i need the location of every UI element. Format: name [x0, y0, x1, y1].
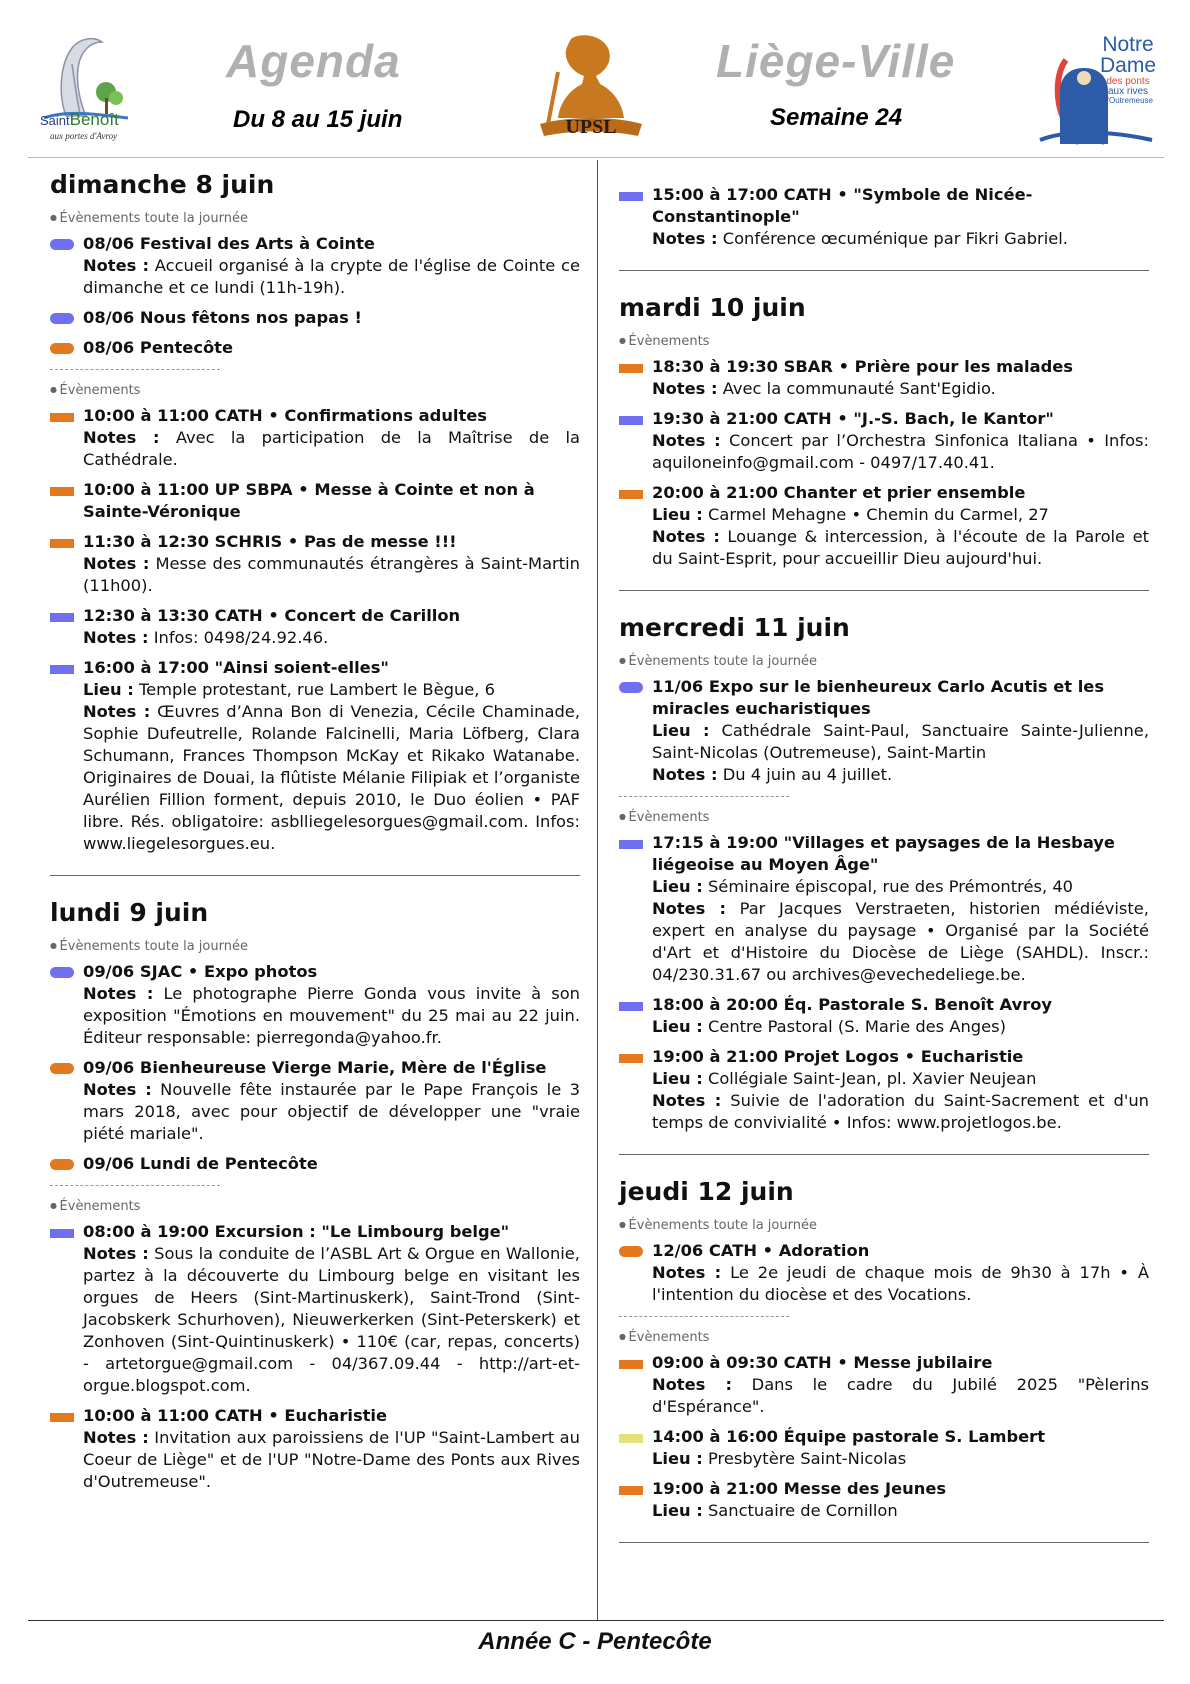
event-title: 10:00 à 11:00 CATH • Confirmations adultes	[83, 406, 488, 425]
event-notes: Le photographe Pierre Gonda vous invite à son exposition "Émotions en mouvement" du 25 mai au 22 juin. Éditeur responsable: pierregonda@yahoo.fr.	[83, 984, 580, 1047]
event-notes: Avec la participation de la Maîtrise de la Cathédrale.	[83, 428, 580, 469]
notes-label: Notes :	[83, 1244, 149, 1263]
event-item	[50, 337, 580, 359]
left-column	[50, 170, 580, 1535]
lieu-label: Lieu :	[83, 680, 134, 699]
event-title: 19:30 à 21:00 CATH • "J.-S. Bach, le Kantor"	[652, 409, 1054, 428]
category-marker	[50, 487, 74, 496]
category-marker	[619, 1002, 643, 1011]
day-title: jeudi 12 juin	[619, 1177, 794, 1206]
saint-benoit-logo	[36, 34, 132, 150]
date-range: Du 8 au 15 juin	[233, 106, 403, 133]
logo-tagline: aux portes d'Avroy	[50, 131, 118, 141]
lieu-label: Lieu :	[652, 1501, 703, 1520]
event-title: 08/06 Festival des Arts à Cointe	[83, 234, 375, 253]
allday-label: ● Évènements toute la journée	[50, 210, 580, 227]
event-title: 11:30 à 12:30 SCHRIS • Pas de messe !!!	[83, 532, 457, 551]
logo-benoit-text: Benoît	[69, 110, 119, 129]
event-notes: Œuvres d’Anna Bon di Venezia, Cécile Chaminade, Sophie Dufeutrelle, Rolande Falcinelli, Maria Löfberg, Clara Schumann, Frances Thompson McKay et Rikako Watanabe. Originaires de Douai, la flûtiste Mélanie Filipiak et l’organiste Aurélien Fillion forment, depuis 2010, le Duo éolien • PAF libre. Rés. obligatoire: asblliegelesorgues@gmail.com. Infos: www.liegelesorgues.eu.	[83, 702, 580, 853]
event-item	[619, 676, 1149, 786]
notes-label: Notes :	[83, 702, 151, 721]
logo-outremeuse-text: d'Outremeuse	[1103, 96, 1153, 105]
header-rule	[28, 157, 1164, 158]
event-item	[619, 1426, 1149, 1470]
event-notes: Accueil organisé à la crypte de l'église de Cointe ce dimanche et ce lundi (11h-19h).	[83, 256, 580, 297]
event-location: Cathédrale Saint-Paul, Sanctuaire Sainte-Julienne, Saint-Nicolas (Outremeuse), Saint-Martin	[652, 721, 1149, 762]
agenda-title: Agenda	[226, 35, 401, 87]
events-label: ● Évènements	[619, 809, 1149, 826]
notes-label: Notes :	[83, 1080, 152, 1099]
event-notes: Sous la conduite de l’ASBL Art & Orgue en Wallonie, partez à la découverte du Limbourg belge en visitant les orgues de Heers (Sint-Martinuskerk), Saint-Trond (Sint-Jacobskerk Schurhoven), Nieuwerkerken (Sint-Peterskerk) et Zonhoven (Sint-Quintinuskerk) • 110€ (car, repas, concerts) - artetorgue@gmail.com - 04/367.09.44 - http://art-et-orgue.blogspot.com.	[83, 1244, 580, 1395]
notre-dame-logo	[1036, 32, 1156, 152]
event-notes: Avec la communauté Sant'Egidio.	[722, 379, 996, 398]
events-label: ● Évènements	[619, 333, 1149, 350]
category-marker	[50, 967, 74, 978]
notes-label: Notes :	[652, 899, 726, 918]
notes-label: Notes :	[652, 379, 718, 398]
category-marker	[50, 1229, 74, 1238]
events-label: ● Évènements	[619, 1329, 1149, 1346]
section-separator	[50, 1185, 220, 1186]
upsl-logo-text: UPSL	[565, 116, 617, 138]
notes-label: Notes :	[652, 431, 721, 450]
event-location: Sanctuaire de Cornillon	[707, 1501, 898, 1520]
event-item	[619, 1478, 1149, 1522]
event-item	[619, 1046, 1149, 1134]
event-location: Carmel Mehagne • Chemin du Carmel, 27	[707, 505, 1049, 524]
event-title: 08:00 à 19:00 Excursion : "Le Limbourg belge"	[83, 1222, 510, 1241]
category-marker	[50, 613, 74, 622]
event-location: Presbytère Saint-Nicolas	[707, 1449, 907, 1468]
category-marker	[619, 840, 643, 849]
event-title: 09/06 Lundi de Pentecôte	[83, 1154, 318, 1173]
category-marker	[619, 1360, 643, 1369]
section-separator	[619, 1316, 789, 1317]
event-title: 11/06 Expo sur le bienheureux Carlo Acutis et les miracles eucharistiques	[652, 677, 1105, 718]
allday-label: ● Évènements toute la journée	[619, 1217, 1149, 1234]
notes-label: Notes :	[652, 229, 718, 248]
day-monday	[50, 898, 580, 1513]
event-title: 20:00 à 21:00 Chanter et prier ensemble	[652, 483, 1026, 502]
lieu-label: Lieu :	[652, 505, 703, 524]
event-notes: Messe des communautés étrangères à Saint-Martin (11h00).	[83, 554, 580, 595]
category-marker	[619, 192, 643, 201]
event-title: 18:30 à 19:30 SBAR • Prière pour les malades	[652, 357, 1073, 376]
column-divider	[597, 160, 598, 1620]
day-thursday	[619, 1177, 1149, 1543]
category-marker	[619, 364, 643, 373]
events-label: ● Évènements	[50, 1198, 580, 1215]
event-notes: Infos: 0498/24.92.46.	[153, 628, 329, 647]
logo-notre-text: Notre	[1102, 33, 1154, 56]
right-column	[619, 184, 1149, 1565]
event-title: 17:15 à 19:00 "Villages et paysages de la Hesbaye liégeoise au Moyen Âge"	[652, 833, 1115, 874]
event-location: Centre Pastoral (S. Marie des Anges)	[707, 1017, 1006, 1036]
category-marker	[50, 239, 74, 250]
notes-label: Notes :	[83, 428, 160, 447]
event-item	[50, 405, 580, 471]
event-item	[50, 233, 580, 299]
day-tuesday	[619, 293, 1149, 591]
event-item	[50, 1153, 580, 1175]
event-notes: Par Jacques Verstraeten, historien médiéviste, expert en analyse du paysage • Organisé par la Société d'Art et d'Histoire du Diocèse de Liège (SAHDL). Inscr.: 04/230.31.67 ou archives@evechedeliege.be.	[652, 899, 1149, 984]
event-title: 08/06 Pentecôte	[83, 338, 233, 357]
category-marker	[619, 1246, 643, 1257]
event-item	[50, 307, 580, 329]
day-title: mardi 10 juin	[619, 293, 806, 322]
category-marker	[619, 490, 643, 499]
lieu-label: Lieu :	[652, 1069, 703, 1088]
lieu-label: Lieu :	[652, 1017, 703, 1036]
event-title: 09/06 Bienheureuse Vierge Marie, Mère de l'Église	[83, 1058, 547, 1077]
event-notes: Le 2e jeudi de chaque mois de 9h30 à 17h • À l'intention du diocèse et des Vocations.	[652, 1263, 1149, 1304]
notes-label: Notes :	[83, 984, 154, 1003]
event-notes: Nouvelle fête instaurée par le Pape François le 3 mars 2018, avec pour objectif de développer une "vraie piété mariale".	[83, 1080, 580, 1143]
page-header	[0, 0, 1190, 160]
category-marker	[619, 1486, 643, 1495]
day-title: dimanche 8 juin	[50, 170, 275, 199]
event-title: 14:00 à 16:00 Équipe pastorale S. Lambert	[652, 1427, 1045, 1446]
notes-label: Notes :	[652, 1375, 732, 1394]
event-title: 12/06 CATH • Adoration	[652, 1241, 870, 1260]
event-notes: Suivie de l'adoration du Saint-Sacrement et d'un temps de convivialité • Infos: www.projetlogos.be.	[652, 1091, 1149, 1132]
upsl-logo	[538, 32, 644, 150]
event-notes: Dans le cadre du Jubilé 2025 "Pèlerins d'Espérance".	[652, 1375, 1149, 1416]
notes-label: Notes :	[652, 1263, 722, 1282]
category-marker	[50, 413, 74, 422]
allday-label: ● Évènements toute la journée	[619, 653, 1149, 670]
event-location: Collégiale Saint-Jean, pl. Xavier Neujean	[707, 1069, 1037, 1088]
event-item	[619, 356, 1149, 400]
event-item	[50, 1057, 580, 1145]
event-title: 18:00 à 20:00 Éq. Pastorale S. Benoît Avroy	[652, 995, 1053, 1014]
event-item	[619, 482, 1149, 570]
category-marker	[50, 1413, 74, 1422]
event-notes: Conférence œcuménique par Fikri Gabriel.	[722, 229, 1068, 248]
category-marker	[50, 665, 74, 674]
notes-label: Notes :	[83, 628, 149, 647]
event-title: 12:30 à 13:30 CATH • Concert de Carillon	[83, 606, 461, 625]
event-item	[50, 1221, 580, 1397]
day-title: lundi 9 juin	[50, 898, 209, 927]
city-title: Liège-Ville	[716, 35, 956, 87]
day-title: mercredi 11 juin	[619, 613, 850, 642]
event-notes: Concert par l’Orchestra Sinfonica Italiana • Infos: aquiloneinfo@gmail.com - 0497/17.40.41.	[652, 431, 1149, 472]
event-notes: Louange & intercession, à l'écoute de la Parole et du Saint-Esprit, pour accueillir Dieu aujourd'hui.	[652, 527, 1149, 568]
event-item	[50, 657, 580, 855]
category-marker	[619, 416, 643, 425]
notes-label: Notes :	[652, 765, 718, 784]
section-separator	[619, 796, 789, 797]
logo-dame-text: Dame	[1099, 54, 1157, 77]
event-item	[619, 994, 1149, 1038]
event-title: 15:00 à 17:00 CATH • "Symbole de Nicée-Constantinople"	[652, 185, 1033, 226]
footer-rule	[28, 1620, 1164, 1621]
notes-label: Notes :	[652, 1091, 722, 1110]
events-label: ● Évènements	[50, 382, 580, 399]
event-item	[619, 1352, 1149, 1418]
event-item	[50, 961, 580, 1049]
event-title: 16:00 à 17:00 "Ainsi soient-elles"	[83, 658, 389, 677]
category-marker	[50, 1063, 74, 1074]
event-title: 09/06 SJAC • Expo photos	[83, 962, 318, 981]
logo-saint-text: Saint	[40, 113, 70, 128]
event-title: 09:00 à 09:30 CATH • Messe jubilaire	[652, 1353, 993, 1372]
logo-rives-text: aux rives	[1107, 86, 1148, 97]
event-item	[50, 1405, 580, 1493]
notes-label: Notes :	[652, 527, 720, 546]
event-title: 10:00 à 11:00 CATH • Eucharistie	[83, 1406, 388, 1425]
week-number: Semaine 24	[770, 104, 903, 131]
event-item	[619, 184, 1149, 250]
day-sunday	[50, 170, 580, 876]
event-title: 19:00 à 21:00 Messe des Jeunes	[652, 1479, 947, 1498]
event-title: 08/06 Nous fêtons nos papas !	[83, 308, 362, 327]
event-item	[619, 1240, 1149, 1306]
event-item	[619, 408, 1149, 474]
logo-ponts-text: des ponts	[1106, 76, 1150, 87]
notes-label: Notes :	[83, 1428, 149, 1447]
event-notes: Invitation aux paroissiens de l'UP "Saint-Lambert au Coeur de Liège" et de l'UP "Notre-Dame des Ponts aux Rives d'Outremeuse".	[83, 1428, 580, 1491]
event-notes: Du 4 juin au 4 juillet.	[722, 765, 893, 784]
page-footer: Année C - Pentecôte	[478, 1628, 712, 1655]
event-location: Séminaire épiscopal, rue des Prémontrés, 40	[707, 877, 1074, 896]
event-item	[50, 531, 580, 597]
notes-label: Notes :	[83, 256, 150, 275]
event-item	[50, 479, 580, 523]
day-monday-continued	[619, 184, 1149, 271]
category-marker	[619, 682, 643, 693]
category-marker	[619, 1054, 643, 1063]
event-title: 10:00 à 11:00 UP SBPA • Messe à Cointe et non à Sainte-Véronique	[83, 480, 535, 521]
category-marker	[50, 539, 74, 548]
day-wednesday	[619, 613, 1149, 1155]
category-marker	[50, 343, 74, 354]
allday-label: ● Évènements toute la journée	[50, 938, 580, 955]
event-location: Temple protestant, rue Lambert le Bègue, 6	[138, 680, 496, 699]
category-marker	[50, 1159, 74, 1170]
notes-label: Notes :	[83, 554, 150, 573]
event-title: 19:00 à 21:00 Projet Logos • Eucharistie	[652, 1047, 1024, 1066]
event-item	[619, 832, 1149, 986]
category-marker	[50, 313, 74, 324]
section-separator	[50, 369, 220, 370]
event-item	[50, 605, 580, 649]
lieu-label: Lieu :	[652, 721, 710, 740]
lieu-label: Lieu :	[652, 1449, 703, 1468]
category-marker	[619, 1434, 643, 1443]
lieu-label: Lieu :	[652, 877, 703, 896]
